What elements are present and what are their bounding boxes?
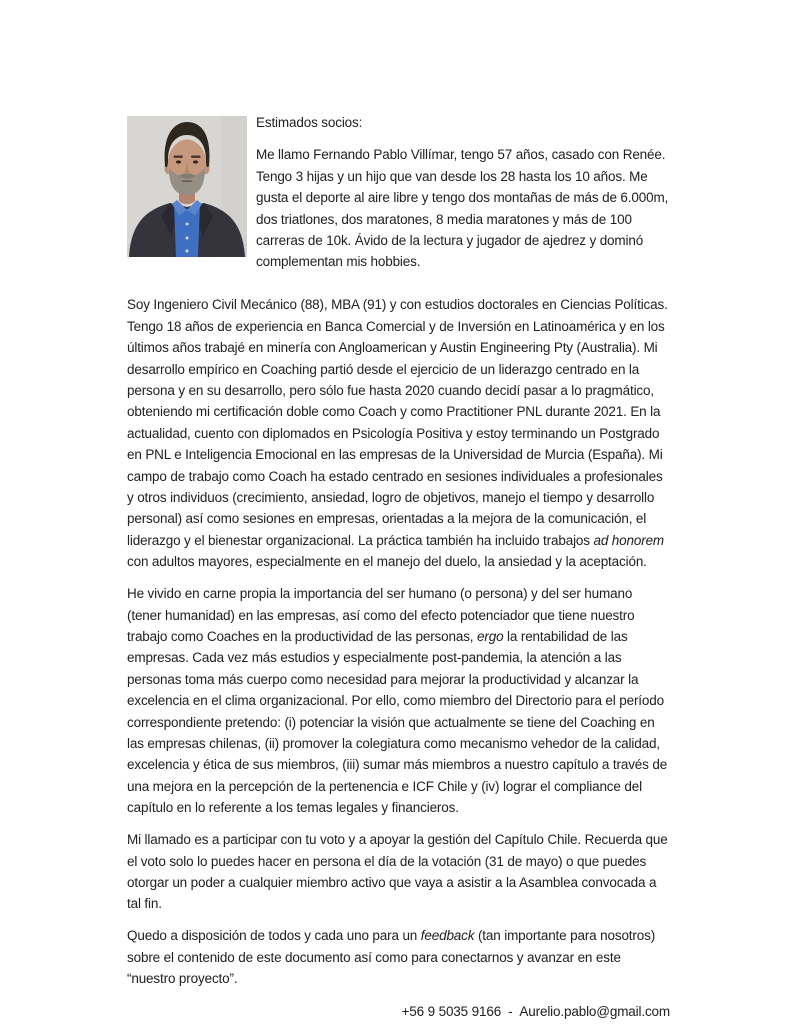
portrait-photo [127,116,247,257]
vision-italic-term: ergo [477,628,504,644]
email-address: Aurelio.pablo@gmail.com [519,1004,670,1020]
closing-paragraph [127,925,670,989]
contact-line [127,1001,670,1022]
bio-text-post: con adultos mayores, especialmente en el manejo del duelo, la ansiedad y la aceptación. [127,554,647,570]
salutation: Estimados socios: [256,115,363,130]
vision-paragraph [127,583,670,818]
intro-paragraph: Me llamo Fernando Pablo Villímar, tengo 57 años, casado con Renée. Tengo 3 hijas y un hijo que van desde los 28 hasta los 10 años. Me gusta el deporte al aire libre y tengo dos montañas de más de 6.000m, dos triatlones, dos maratones, 8 media maratones y más de 100 carreras de 10k. Ávido de la lectura y jugador de ajedrez y dominó complementan mis hobbies. [256,147,669,270]
closing-text-post: (tan importante para nosotros) sobre el contenido de este documento así como para conectarnos y avanzar en este “nuestro proyecto”. [127,928,656,987]
contact-separator: - [508,1004,513,1020]
intro-section [127,112,670,283]
intro-text-block [256,112,670,283]
vision-text-post: la rentabilidad de las empresas. Cada vez más estudios y especialmente post-pandemia, la atención a las personas toma más cuerpo como necesidad para mejorar la productividad y alcanzar la excelencia en el clima organizacional. Por ello, como miembro del Directorio para el período correspondiente pretendo: (i) potenciar la visión que actualmente se tiene del Coaching en las empresas chilenas, (ii) promover la colegiatura como mecanismo vehedor de la calidad, excelencia y ética de sus miembros, (iii) sumar más miembros a nuestro capítulo a través de una mejora en la percepción de la pertenencia e ICF Chile y (iv) lograr el compliance del capítulo en lo referente a los temas legales y financieros. [127,628,668,816]
closing-italic-term: feedback [420,928,475,944]
phone-number: +56 9 5035 9166 [401,1004,502,1020]
bio-italic-term: ad honorem [593,532,665,548]
call-to-vote-paragraph: Mi llamado es a participar con tu voto y a apoyar la gestión del Capítulo Chile. Recuerda que el voto solo lo puedes hacer en persona el día de la votación (31 de mayo) o que puedes otorgar un poder a cualquier miembro activo que vaya a asistir a la Asamblea convocada a tal fin. [127,832,668,912]
closing-text-pre: Quedo a disposición de todos y cada uno para un [127,928,421,944]
portrait-photo-image [127,116,247,257]
bio-paragraph [127,294,670,572]
bio-text-pre: Soy Ingeniero Civil Mecánico (88), MBA (91) y con estudios doctorales en Ciencias Políticas. Tengo 18 años de experiencia en Banca Comercial y de Inversión en Latinoamérica y en los últimos años trabajé en minería con Angloamerican y Austin Engineering Pty (Australia). Mi desarrollo empírico en Coaching partió desde el ejercicio de un liderazgo centrado en la persona y en su desarrollo, pero sólo fue hasta 2020 cuando decidí pasar a lo pragmático, obteniendo mi certificación doble como Coach y como Practitioner PNL durante 2021. En la actualidad, cuento con diplomados en Psicología Positiva y estoy terminando un Postgrado en PNL e Inteligencia Emocional en las empresas de la Universidad de Murcia (España). Mi campo de trabajo como Coach ha estado centrado en sesiones individuales a profesionales y otros individuos (crecimiento, ansiedad, logro de objetivos, manejo el tiempo y desarrollo personal) así como sesiones en empresas, orientadas a la mejora de la comunicación, el liderazgo y el bienestar organizacional. La práctica también ha incluido trabajos [127,297,668,548]
vision-text-pre: He vivido en carne propia la importancia del ser humano (o persona) y del ser humano (tener humanidad) en las empresas, así como del efecto potenciador que tiene nuestro trabajo como Coaches en la productividad de las personas, [127,586,635,644]
